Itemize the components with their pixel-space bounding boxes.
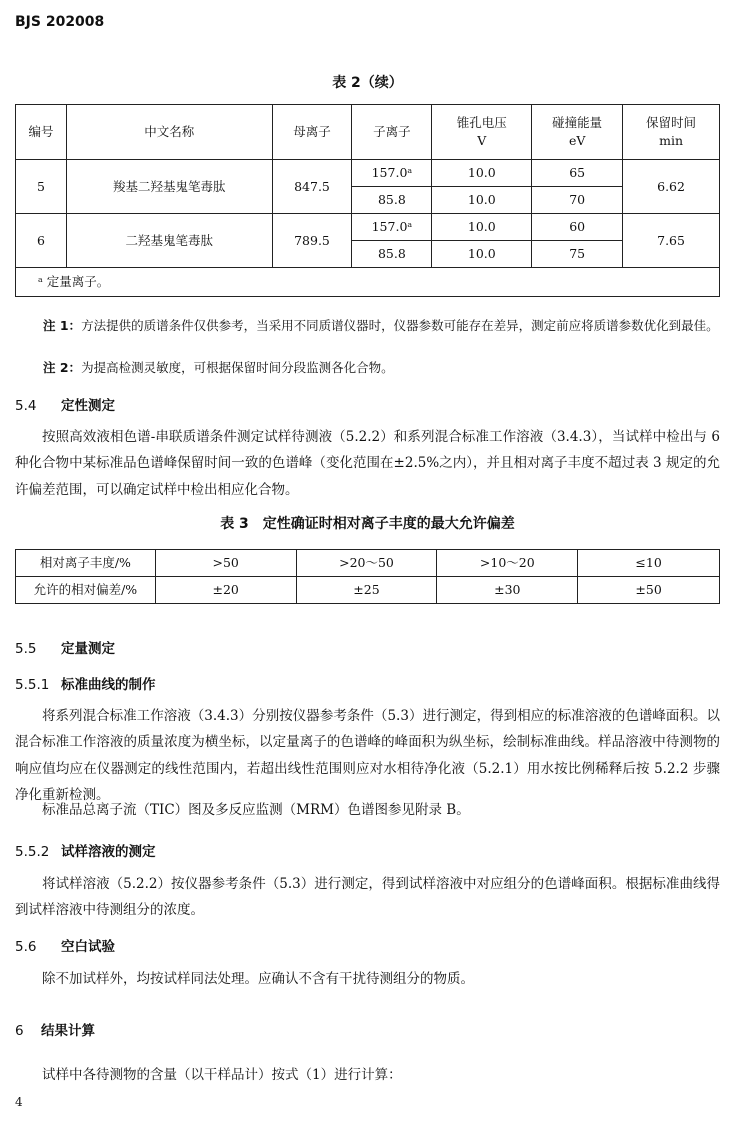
t3-cell: ±25	[296, 577, 437, 604]
table-header-row	[16, 105, 720, 160]
note-2-text: 为提高检测灵敏度，可根据保留时间分段监测各化合物。	[81, 360, 394, 375]
section-number: 5.4	[15, 398, 37, 414]
cell-no: 5	[16, 160, 67, 214]
section-5-5-1-paragraph-1: 将系列混合标准工作溶液（3.4.3）分别按仪器参考条件（5.3）进行测定，得到相应的标准溶液的色谱峰面积。以混合标准工作溶液的质量浓度为横坐标，以定量离子的色谱峰的峰面积为纵坐标，绘制标准曲线。样品溶液中待测物的响应值均应在仪器测定的线性范围内，若超出线性范围则应对水相待净化液（5.2.1）用水按比例稀释后按 5.2.2 步骤净化重新检测。	[15, 708, 720, 803]
t3-cell: ±30	[437, 577, 578, 604]
section-number: 6	[15, 1023, 24, 1039]
cell-cone: 10.0	[432, 160, 532, 187]
t3-cell: ≤10	[578, 550, 720, 577]
cell-product: 157.0ᵃ	[352, 214, 432, 241]
cell-energy: 75	[532, 241, 623, 268]
section-number: 5.6	[15, 939, 37, 955]
section-5-5-2-heading	[15, 840, 156, 860]
section-title: 定量测定	[61, 641, 115, 657]
section-5-5-1-heading	[15, 673, 156, 693]
section-5-5-1-paragraph-2: 标准品总离子流（TIC）图及多反应监测（MRM）色谱图参见附录 B。	[42, 802, 470, 818]
note-1-label: 注 1：	[43, 318, 82, 333]
header-name: 中文名称	[66, 105, 272, 160]
table-footnote: ᵃ 定量离子。	[16, 268, 720, 297]
cell-name: 二羟基鬼笔毒肽	[66, 214, 272, 268]
document-id: BJS 202008	[15, 14, 105, 30]
section-5-6-heading	[15, 935, 115, 955]
table2-caption: 表 2（续）	[332, 75, 403, 91]
cell-cone: 10.0	[432, 214, 532, 241]
section-title: 空白试验	[61, 939, 115, 955]
header-energy-unit: eV	[568, 133, 586, 148]
section-title: 标准曲线的制作	[61, 677, 156, 693]
cell-precursor: 789.5	[272, 214, 352, 268]
note-1-text: 方法提供的质谱条件仅供参考，当采用不同质谱仪器时，仪器参数可能存在差异，测定前应将质谱参数优化到最佳。	[81, 318, 719, 333]
page-number: 4	[15, 1095, 23, 1109]
section-6-paragraph: 试样中各待测物的含量（以干样品计）按式（1）进行计算：	[42, 1067, 402, 1083]
t3-cell: >50	[155, 550, 296, 577]
header-energy-label: 碰撞能量	[552, 115, 603, 130]
note-2-label: 注 2：	[43, 360, 82, 375]
header-rt-label: 保留时间	[646, 115, 697, 130]
section-number: 5.5.1	[15, 677, 50, 693]
table-row	[16, 160, 720, 187]
cell-cone: 10.0	[432, 241, 532, 268]
cell-precursor: 847.5	[272, 160, 352, 214]
table-footnote-row	[16, 268, 720, 297]
cell-cone: 10.0	[432, 187, 532, 214]
table-row	[16, 577, 720, 604]
section-number: 5.5	[15, 641, 37, 657]
cell-product: 157.0ᵃ	[352, 160, 432, 187]
t3-cell: >20～50	[296, 550, 437, 577]
t3-row-label: 相对离子丰度/%	[16, 550, 156, 577]
header-product: 子离子	[352, 105, 432, 160]
t3-row-label: 允许的相对偏差/%	[16, 577, 156, 604]
table-row	[16, 550, 720, 577]
section-5-5-heading	[15, 637, 115, 657]
cell-energy: 65	[532, 160, 623, 187]
header-no: 编号	[16, 105, 67, 160]
section-5-4-paragraph: 按照高效液相色谱-串联质谱条件测定试样待测液（5.2.2）和系列混合标准工作溶液（3.4.3），当试样中检出与 6 种化合物中某标准品色谱峰保留时间一致的色谱峰（变化范围在±2.5%之内），并且相对离子丰度不超过表 3 规定的允许偏差范围，可以确定试样中检出相应化合物。	[15, 429, 720, 498]
cell-energy: 60	[532, 214, 623, 241]
section-title: 定性测定	[61, 398, 115, 414]
section-number: 5.5.2	[15, 844, 50, 860]
header-precursor: 母离子	[272, 105, 352, 160]
cell-product: 85.8	[352, 241, 432, 268]
table-2	[15, 104, 720, 297]
cell-name: 羧基二羟基鬼笔毒肽	[66, 160, 272, 214]
header-rt-unit: min	[659, 133, 683, 148]
header-cone-label: 锥孔电压	[456, 115, 507, 130]
note-2	[43, 356, 723, 379]
header-cone	[432, 105, 532, 160]
table-row	[16, 214, 720, 241]
cell-no: 6	[16, 214, 67, 268]
section-6-heading	[15, 1019, 95, 1039]
section-5-5-2-paragraph: 将试样溶液（5.2.2）按仪器参考条件（5.3）进行测定，得到试样溶液中对应组分的色谱峰面积。根据标准曲线得到试样溶液中待测组分的浓度。	[15, 876, 720, 919]
section-title: 结果计算	[41, 1023, 95, 1039]
cell-rt: 6.62	[623, 160, 720, 214]
t3-cell: ±20	[155, 577, 296, 604]
cell-product: 85.8	[352, 187, 432, 214]
t3-cell: >10～20	[437, 550, 578, 577]
table3-caption: 表 3 定性确证时相对离子丰度的最大允许偏差	[220, 516, 515, 532]
table-3	[15, 549, 720, 604]
section-5-4-heading	[15, 394, 115, 414]
cell-rt: 7.65	[623, 214, 720, 268]
section-5-6-paragraph: 除不加试样外，均按试样同法处理。应确认不含有干扰待测组分的物质。	[42, 971, 474, 987]
header-rt	[623, 105, 720, 160]
note-1	[43, 314, 723, 337]
cell-energy: 70	[532, 187, 623, 214]
section-title: 试样溶液的测定	[61, 844, 156, 860]
header-cone-unit: V	[477, 133, 487, 148]
header-energy	[532, 105, 623, 160]
t3-cell: ±50	[578, 577, 720, 604]
